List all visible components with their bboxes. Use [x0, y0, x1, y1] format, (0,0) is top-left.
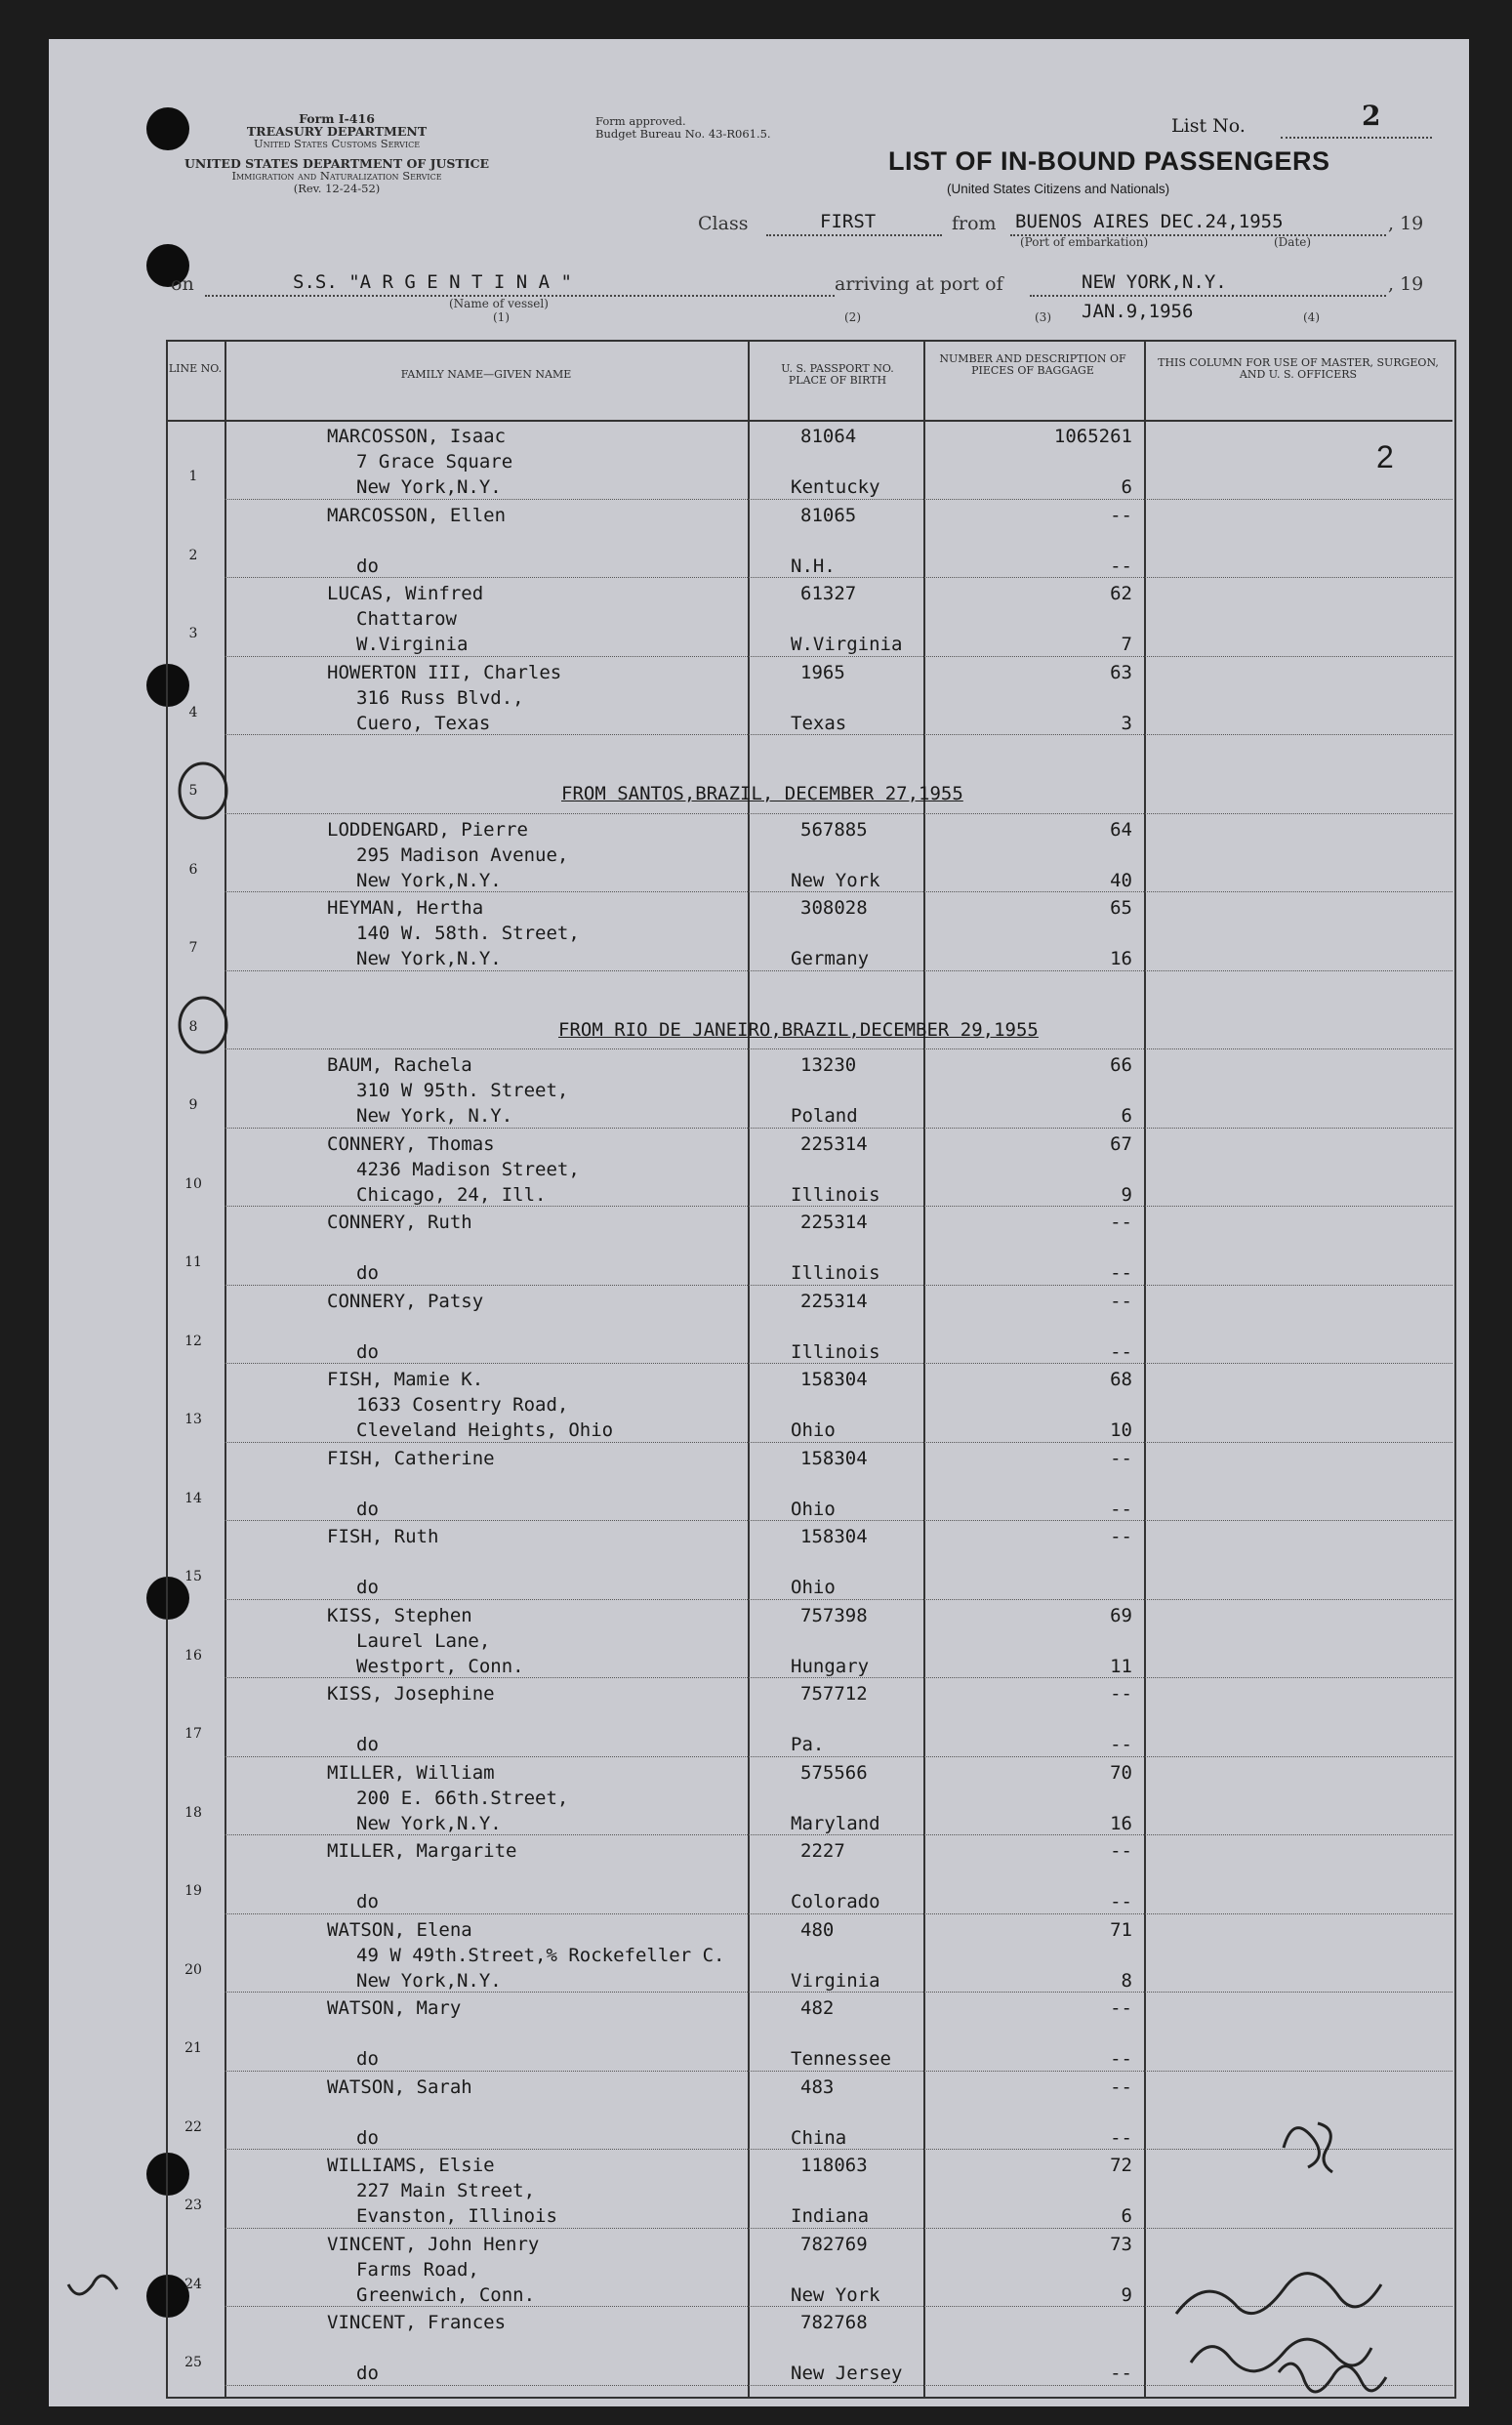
passenger-address: New York, N.Y.: [356, 1105, 513, 1127]
line-number: 5: [188, 783, 198, 799]
passport-number: 782768: [800, 2312, 868, 2333]
vessel-name: S.S. "A R G E N T I N A ": [293, 271, 572, 293]
passenger-address: Farms Road,: [356, 2258, 479, 2281]
form-approved: Form approved.: [595, 114, 686, 128]
form-number: Form I-416: [299, 111, 375, 126]
passenger-address: do: [356, 555, 379, 577]
passenger-name: VINCENT, Frances: [327, 2312, 507, 2333]
place-of-birth: Pa.: [791, 1734, 825, 1755]
line-number: 4: [188, 704, 198, 720]
place-of-birth: Texas: [791, 712, 847, 734]
passenger-name: MILLER, William: [327, 1761, 495, 1784]
passenger-address: do: [356, 1498, 379, 1520]
baggage-count: 8: [1121, 1969, 1132, 1992]
port-value: NEW YORK,N.Y.: [1082, 271, 1227, 293]
line-number: 17: [184, 1726, 202, 1742]
year-label-1: , 19: [1388, 213, 1424, 234]
passenger-address: do: [356, 1340, 379, 1363]
passenger-name: CONNERY, Patsy: [327, 1290, 484, 1312]
class-value: FIRST: [820, 211, 877, 232]
place-of-birth: New York: [791, 2283, 880, 2306]
place-of-birth: W.Virginia: [791, 634, 903, 655]
passport-number: 1965: [800, 661, 845, 683]
passport-number: 61327: [800, 583, 857, 604]
passport-number: 225314: [800, 1132, 868, 1155]
passenger-address: 49 W 49th.Street,% Rockefeller C.: [356, 1944, 725, 1966]
place-of-birth: Poland: [791, 1105, 858, 1127]
passenger-address: Cuero, Texas: [356, 712, 491, 734]
passenger-address: do: [356, 1891, 379, 1912]
baggage-count: 10: [1110, 1419, 1132, 1441]
dept-justice: UNITED STATES DEPARTMENT OF JUSTICE: [184, 155, 490, 171]
line-number: 6: [188, 861, 198, 878]
passenger-name: HOWERTON III, Charles: [327, 661, 562, 683]
from-value: BUENOS AIRES DEC.24,1955: [1015, 211, 1284, 232]
place-of-birth: Illinois: [791, 1340, 880, 1363]
baggage-ref: 71: [1110, 1918, 1132, 1941]
line-number: 25: [184, 2355, 202, 2370]
passenger-address: 310 W 95th. Street,: [356, 1080, 569, 1101]
list-no-line: [1281, 137, 1432, 139]
passport-number: 158304: [800, 1369, 868, 1390]
port-line: [1030, 295, 1386, 297]
line-number: 1: [188, 469, 198, 484]
baggage-count: 11: [1110, 1655, 1132, 1677]
col-header-name: FAMILY NAME—GIVEN NAME: [400, 368, 572, 381]
manifest-page: [49, 39, 1469, 2406]
passport-number: 118063: [800, 2155, 868, 2176]
passport-number: 158304: [800, 1447, 868, 1469]
baggage-ref: --: [1110, 2076, 1132, 2098]
page-title: LIST OF IN-BOUND PASSENGERS: [888, 146, 1330, 176]
baggage-count: --: [1110, 1340, 1132, 1363]
passport-number: 81064: [800, 426, 857, 447]
baggage-ref: --: [1110, 1212, 1132, 1233]
baggage-count: --: [1110, 1262, 1132, 1284]
baggage-ref: --: [1110, 1290, 1132, 1312]
row-divider: [225, 813, 1452, 814]
passenger-name: KISS, Stephen: [327, 1604, 472, 1626]
baggage-count: 6: [1121, 476, 1132, 498]
place-of-birth: Illinois: [791, 1183, 880, 1206]
line-number: 23: [184, 2198, 202, 2213]
line-number: 12: [184, 1333, 202, 1349]
baggage-count: 6: [1121, 1105, 1132, 1127]
agency-block: [176, 113, 498, 194]
baggage-ref: 73: [1110, 2233, 1132, 2255]
place-of-birth: N.H.: [791, 555, 836, 577]
passenger-name: MARCOSSON, Isaac: [327, 426, 507, 447]
col-ref-1: (1): [493, 310, 510, 324]
class-label: Class: [698, 213, 749, 234]
passenger-address: New York,N.Y.: [356, 869, 502, 891]
place-of-birth: Kentucky: [791, 476, 880, 498]
vessel-label: (Name of vessel): [449, 297, 549, 310]
passenger-name: WILLIAMS, Elsie: [327, 2155, 495, 2176]
passenger-address: Greenwich, Conn.: [356, 2283, 536, 2306]
passport-number: 480: [800, 1918, 835, 1941]
passenger-address: Evanston, Illinois: [356, 2205, 557, 2227]
baggage-ref: 72: [1110, 2155, 1132, 2176]
baggage-ref: 69: [1110, 1604, 1132, 1626]
baggage-ref: 62: [1110, 583, 1132, 604]
place-of-birth: Ohio: [791, 1419, 836, 1441]
passenger-address: do: [356, 1734, 379, 1755]
baggage-count: 7: [1121, 634, 1132, 655]
col-header-passport: U. S. PASSPORT NO. PLACE OF BIRTH: [781, 362, 894, 387]
row-divider: [225, 577, 1452, 578]
line-number: 10: [184, 1175, 202, 1192]
line-number: 20: [184, 1961, 202, 1978]
baggage-ref: --: [1110, 504, 1132, 526]
passenger-name: WATSON, Elena: [327, 1918, 472, 1941]
section-santos: FROM SANTOS,BRAZIL, DECEMBER 27,1955: [561, 783, 963, 804]
baggage-ref: 1065261: [1053, 426, 1132, 447]
line-number: 19: [184, 1883, 202, 1899]
baggage-count: 16: [1110, 948, 1132, 969]
passenger-name: LUCAS, Winfred: [327, 583, 484, 604]
baggage-ref: 70: [1110, 1761, 1132, 1784]
budget-bureau: Budget Bureau No. 43-R061.5.: [595, 126, 771, 141]
col-divider: [748, 340, 750, 2397]
row-divider: [225, 1520, 1452, 1521]
place-of-birth: Virginia: [791, 1969, 880, 1992]
passenger-name: VINCENT, John Henry: [327, 2233, 540, 2255]
margin-note: [68, 2276, 117, 2294]
passenger-address: 295 Madison Avenue,: [356, 843, 569, 866]
baggage-count: --: [1110, 1498, 1132, 1520]
from-label: from: [952, 213, 997, 234]
col-ref-3: (3): [1035, 310, 1051, 324]
passenger-name: FISH, Catherine: [327, 1447, 495, 1469]
place-of-birth: Tennessee: [791, 2048, 891, 2070]
passenger-name: HEYMAN, Hertha: [327, 897, 484, 919]
section-rio: FROM RIO DE JANEIRO,BRAZIL,DECEMBER 29,1955: [558, 1019, 1039, 1041]
passenger-address: 200 E. 66th.Street,: [356, 1787, 569, 1809]
place-of-birth: Indiana: [791, 2205, 870, 2227]
baggage-ref: --: [1110, 1840, 1132, 1862]
col-divider: [923, 340, 925, 2397]
baggage-count: 3: [1121, 712, 1132, 734]
row-divider: [225, 1599, 1452, 1600]
revision: (Rev. 12-24-52): [293, 181, 381, 195]
col-ref-2: (2): [844, 310, 861, 324]
approval-block: [595, 115, 771, 140]
col-divider: [1144, 340, 1146, 2397]
passport-number: 782769: [800, 2233, 868, 2255]
place-of-birth: Ohio: [791, 1498, 836, 1520]
passenger-address: Cleveland Heights, Ohio: [356, 1419, 614, 1441]
passenger-address: Chicago, 24, Ill.: [356, 1183, 547, 1206]
baggage-ref: 65: [1110, 897, 1132, 919]
page-subtitle: (United States Citizens and Nationals): [947, 182, 1170, 196]
place-of-birth: New York: [791, 869, 880, 891]
dept-ins: Immigration and Naturalization Service: [231, 169, 442, 183]
row-divider: [225, 1756, 1452, 1757]
passport-number: 158304: [800, 1526, 868, 1547]
passenger-address: New York,N.Y.: [356, 1812, 502, 1834]
line-number: 14: [184, 1490, 202, 1506]
passport-number: 308028: [800, 897, 868, 919]
passport-number: 757712: [800, 1683, 868, 1705]
line-number: 9: [188, 1097, 198, 1113]
baggage-count: --: [1110, 2048, 1132, 2070]
year-label-2: , 19: [1388, 273, 1424, 295]
dept-treasury: TREASURY DEPARTMENT: [246, 123, 428, 139]
passport-number: 13230: [800, 1054, 857, 1076]
passenger-address: New York,N.Y.: [356, 948, 502, 969]
baggage-count: 6: [1121, 2205, 1132, 2227]
baggage-count: --: [1110, 555, 1132, 577]
line-number: 21: [184, 2040, 202, 2056]
dept-customs: United States Customs Service: [253, 137, 421, 150]
passenger-address: 140 W. 58th. Street,: [356, 923, 580, 944]
passport-number: 225314: [800, 1290, 868, 1312]
baggage-count: --: [1110, 2363, 1132, 2384]
place-of-birth: Germany: [791, 948, 870, 969]
place-of-birth: China: [791, 2126, 847, 2149]
line-number: 11: [184, 1254, 202, 1270]
baggage-ref: --: [1110, 1447, 1132, 1469]
passenger-name: CONNERY, Thomas: [327, 1132, 495, 1155]
passenger-name: FISH, Mamie K.: [327, 1369, 484, 1390]
passenger-name: BAUM, Rachela: [327, 1054, 472, 1076]
baggage-count: 9: [1121, 2283, 1132, 2306]
baggage-ref: --: [1110, 1997, 1132, 2019]
baggage-ref: 64: [1110, 818, 1132, 841]
passenger-address: New York,N.Y.: [356, 476, 502, 498]
passenger-address: Chattarow: [356, 608, 457, 630]
passenger-name: LODDENGARD, Pierre: [327, 818, 528, 841]
line-number: 15: [184, 1569, 202, 1584]
arrival-date: JAN.9,1956: [1082, 301, 1194, 322]
class-line: [766, 234, 942, 236]
baggage-count: 16: [1110, 1812, 1132, 1834]
passenger-name: WATSON, Mary: [327, 1997, 462, 2019]
passport-number: 2227: [800, 1840, 845, 1862]
passport-number: 225314: [800, 1212, 868, 1233]
baggage-count: --: [1110, 1734, 1132, 1755]
passenger-address: do: [356, 1262, 379, 1284]
line-number: 18: [184, 1804, 202, 1821]
place-of-birth: Hungary: [791, 1655, 870, 1677]
col-header-officers: THIS COLUMN FOR USE OF MASTER, SURGEON, AND U. S. OFFICERS: [1158, 356, 1439, 381]
arriving-label: arriving at port of: [835, 273, 1003, 295]
baggage-ref: 66: [1110, 1054, 1132, 1076]
passenger-name: MILLER, Margarite: [327, 1840, 517, 1862]
list-no-value: 2: [1362, 100, 1381, 132]
baggage-count: --: [1110, 2126, 1132, 2149]
passport-number: 482: [800, 1997, 835, 2019]
passenger-address: 4236 Madison Street,: [356, 1158, 580, 1180]
passenger-address: 7 Grace Square: [356, 451, 513, 473]
baggage-count: 9: [1121, 1183, 1132, 1206]
passenger-address: W.Virginia: [356, 634, 469, 655]
line-number: 7: [188, 940, 198, 956]
row-divider: [225, 1048, 1452, 1049]
list-no-label: List No.: [1171, 115, 1246, 137]
col-divider: [225, 340, 226, 2397]
passenger-name: FISH, Ruth: [327, 1526, 439, 1547]
passenger-name: CONNERY, Ruth: [327, 1212, 472, 1233]
passport-number: 575566: [800, 1761, 868, 1784]
place-of-birth: Illinois: [791, 1262, 880, 1284]
passport-number: 757398: [800, 1604, 868, 1626]
passenger-address: do: [356, 2048, 379, 2070]
line-number: 24: [184, 2276, 202, 2292]
passenger-address: 316 Russ Blvd.,: [356, 686, 524, 709]
passport-number: 567885: [800, 818, 868, 841]
baggage-ref: --: [1110, 1526, 1132, 1547]
baggage-ref: 67: [1110, 1132, 1132, 1155]
passenger-address: do: [356, 1577, 379, 1598]
header-divider: [166, 420, 1452, 422]
line-number: 16: [184, 1647, 202, 1664]
baggage-ref: 63: [1110, 661, 1132, 683]
line-number: 3: [188, 626, 198, 641]
passport-number: 483: [800, 2076, 835, 2098]
baggage-ref: --: [1110, 1683, 1132, 1705]
passenger-address: do: [356, 2363, 379, 2384]
place-of-birth: Ohio: [791, 1577, 836, 1598]
baggage-count: 40: [1110, 869, 1132, 891]
col-header-baggage: NUMBER AND DESCRIPTION OF PIECES OF BAGGAGE: [939, 352, 1126, 377]
officer-mark: 2: [1376, 439, 1394, 474]
on-label: on: [171, 273, 194, 295]
line-number: 22: [184, 2118, 202, 2135]
port-embark-label: (Port of embarkation): [1020, 235, 1149, 249]
date-label: (Date): [1274, 235, 1312, 249]
passenger-name: WATSON, Sarah: [327, 2076, 472, 2098]
baggage-ref: 68: [1110, 1369, 1132, 1390]
passenger-name: KISS, Josephine: [327, 1683, 495, 1705]
line-number: 2: [188, 547, 198, 563]
place-of-birth: New Jersey: [791, 2363, 903, 2384]
passenger-address: 227 Main Street,: [356, 2180, 536, 2201]
passenger-address: 1633 Cosentry Road,: [356, 1394, 569, 1416]
passenger-name: MARCOSSON, Ellen: [327, 504, 507, 526]
passenger-address: Westport, Conn.: [356, 1655, 524, 1677]
place-of-birth: Colorado: [791, 1891, 880, 1912]
baggage-count: --: [1110, 1891, 1132, 1912]
passenger-address: Laurel Lane,: [356, 1629, 491, 1652]
line-number: 13: [184, 1412, 202, 1427]
col-header-line: LINE NO.: [168, 362, 223, 375]
passenger-address: do: [356, 2126, 379, 2149]
col-ref-4: (4): [1303, 310, 1320, 324]
passport-number: 81065: [800, 504, 857, 526]
line-number: 8: [188, 1018, 198, 1035]
passenger-address: New York,N.Y.: [356, 1969, 502, 1992]
place-of-birth: Maryland: [791, 1812, 880, 1834]
